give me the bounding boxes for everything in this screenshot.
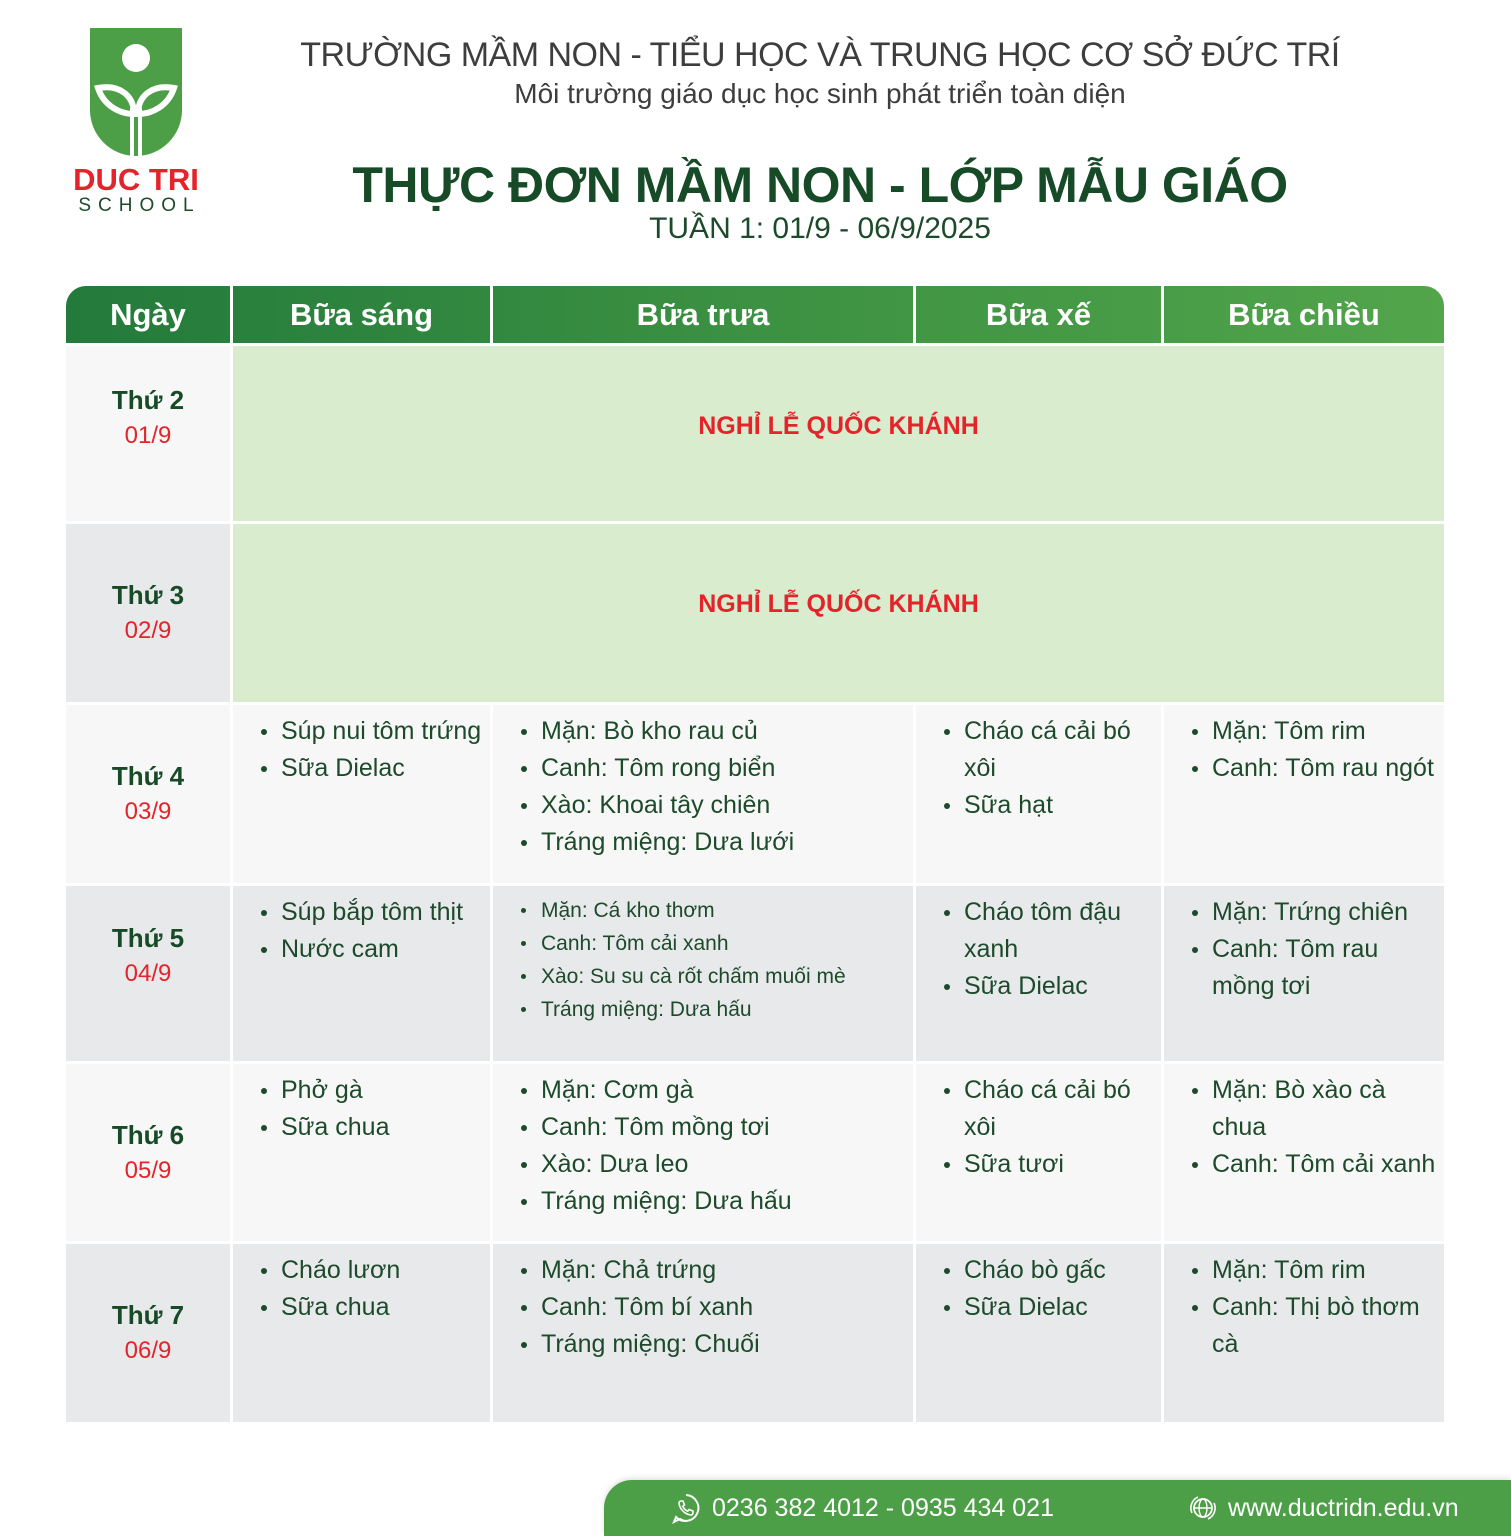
meal-item: Cháo cá cải bó xôi (942, 1072, 1155, 1146)
meal-item: Sữa chua (259, 1109, 484, 1146)
meal-item: Nước cam (259, 931, 484, 968)
page-title: THỰC ĐƠN MẦM NON - LỚP MẪU GIÁO (352, 157, 1288, 213)
column-header-snack: Bữa xế (916, 286, 1164, 343)
meal-item: Tráng miệng: Dưa hấu (519, 993, 907, 1026)
meal-item: Mặn: Trứng chiên (1190, 894, 1438, 931)
column-header-lunch: Bữa trưa (493, 286, 916, 343)
meal-item: Sữa Dielac (259, 750, 484, 787)
contact-footer (604, 1480, 1511, 1536)
day-date: 05/9 (124, 1156, 172, 1184)
globe-icon (1188, 1493, 1218, 1523)
meal-item: Canh: Tôm rau mồng tơi (1190, 931, 1438, 1005)
meal-item: Mặn: Cơm gà (519, 1072, 907, 1109)
day-name: Thứ 6 (111, 1119, 185, 1150)
meal-item: Canh: Tôm bí xanh (519, 1289, 907, 1326)
day-cell (66, 886, 233, 1061)
table-header (66, 286, 1444, 343)
column-header-day: Ngày (66, 286, 233, 343)
meal-item: Cháo lươn (259, 1252, 484, 1289)
menu-table (66, 286, 1444, 1422)
lunch-cell (493, 1064, 916, 1241)
day-date: 02/9 (124, 617, 172, 644)
day-cell (66, 524, 233, 702)
breakfast-cell (233, 1064, 493, 1241)
meal-item: Canh: Tôm rong biển (519, 750, 907, 787)
meal-item: Canh: Tôm mồng tơi (519, 1109, 907, 1146)
day-cell (66, 1064, 233, 1241)
holiday-notice: NGHỈ LỄ QUỐC KHÁNH (233, 346, 1444, 521)
breakfast-cell (233, 886, 493, 1061)
snack-cell (916, 705, 1164, 883)
meal-item: Mặn: Bò xào cà chua (1190, 1072, 1438, 1146)
day-cell (66, 705, 233, 883)
meal-item: Phở gà (259, 1072, 484, 1109)
meal-item: Sữa Dielac (942, 1289, 1155, 1326)
dinner-cell (1164, 1244, 1444, 1422)
table-row (66, 883, 1444, 1061)
table-row (66, 521, 1444, 702)
day-name: Thứ 4 (111, 761, 185, 791)
day-name: Thứ 5 (111, 923, 185, 953)
breakfast-cell (233, 1244, 493, 1422)
column-header-dinner: Bữa chiều (1228, 296, 1380, 332)
column-header-breakfast: Bữa sáng (233, 286, 493, 343)
school-logo (66, 26, 206, 216)
table-row (66, 1061, 1444, 1241)
snack-cell (916, 1244, 1164, 1422)
logo-subtitle: SCHOOL (78, 195, 201, 216)
meal-item: Tráng miệng: Dưa hấu (519, 1183, 907, 1220)
table-row (66, 702, 1444, 883)
meal-item: Mặn: Tôm rim (1190, 713, 1438, 750)
day-date: 01/9 (124, 422, 172, 449)
phone-icon (670, 1492, 702, 1524)
meal-item: Canh: Tôm cải xanh (519, 927, 907, 960)
meal-item: Canh: Thị bò thơm cà (1190, 1289, 1438, 1363)
dinner-cell (1164, 705, 1444, 883)
meal-item: Súp nui tôm trứng (259, 713, 484, 750)
day-date: 06/9 (124, 1337, 172, 1364)
lunch-cell (493, 1244, 916, 1422)
day-date: 03/9 (124, 798, 172, 825)
sprout-icon (90, 28, 182, 156)
day-name: Thứ 2 (111, 385, 185, 415)
logo-title: DUC TRI (73, 162, 199, 197)
day-cell (66, 1244, 233, 1422)
snack-cell (916, 886, 1164, 1061)
meal-item: Sữa tươi (942, 1146, 1155, 1183)
meal-item: Cháo cá cải bó xôi (942, 713, 1155, 787)
day-name: Thứ 7 (111, 1300, 185, 1330)
meal-item: Cháo tôm đậu xanh (942, 894, 1155, 968)
meal-item: Cháo bò gấc (942, 1252, 1155, 1289)
meal-item: Sữa Dielac (942, 968, 1155, 1005)
meal-item: Mặn: Tôm rim (1190, 1252, 1438, 1289)
day-name: Thứ 3 (111, 580, 185, 610)
meal-item: Xào: Khoai tây chiên (519, 787, 907, 824)
school-name: TRƯỜNG MẦM NON - TIỂU HỌC VÀ TRUNG HỌC CƠ SỞ ĐỨC TRÍ (300, 36, 1340, 74)
meal-item: Súp bắp tôm thịt (259, 894, 484, 931)
meal-item: Canh: Tôm rau ngót (1190, 750, 1438, 787)
meal-item: Canh: Tôm cải xanh (1190, 1146, 1438, 1183)
holiday-notice: NGHỈ LỄ QUỐC KHÁNH (233, 524, 1444, 702)
day-cell (66, 346, 233, 521)
snack-cell (916, 1064, 1164, 1241)
website-link[interactable] (1188, 1493, 1459, 1523)
day-date: 04/9 (124, 960, 172, 987)
phone-numbers: 0236 382 4012 - 0935 434 021 (712, 1493, 1054, 1522)
meal-item: Xào: Su su cà rốt chấm muối mè (519, 960, 907, 993)
meal-item: Tráng miệng: Chuối (519, 1326, 907, 1363)
website-url: www.ductridn.edu.vn (1227, 1493, 1459, 1522)
meal-item: Sữa hạt (942, 787, 1155, 824)
week-range: TUẦN 1: 01/9 - 06/9/2025 (649, 212, 991, 245)
table-row (66, 343, 1444, 521)
meal-item: Tráng miệng: Dưa lưới (519, 824, 907, 861)
meal-item: Mặn: Cá kho thơm (519, 894, 907, 927)
meal-item: Mặn: Bò kho rau củ (519, 713, 907, 750)
logo-shield (90, 28, 182, 156)
meal-item: Sữa chua (259, 1289, 484, 1326)
table-row (66, 1241, 1444, 1422)
phone-contact[interactable] (670, 1492, 1054, 1524)
meal-item: Xào: Dưa leo (519, 1146, 907, 1183)
dinner-cell (1164, 886, 1444, 1061)
breakfast-cell (233, 705, 493, 883)
lunch-cell (493, 886, 916, 1061)
slogan: Môi trường giáo dục học sinh phát triển toàn diện (514, 78, 1126, 109)
lunch-cell (493, 705, 916, 883)
meal-item: Mặn: Chả trứng (519, 1252, 907, 1289)
dinner-cell (1164, 1064, 1444, 1241)
